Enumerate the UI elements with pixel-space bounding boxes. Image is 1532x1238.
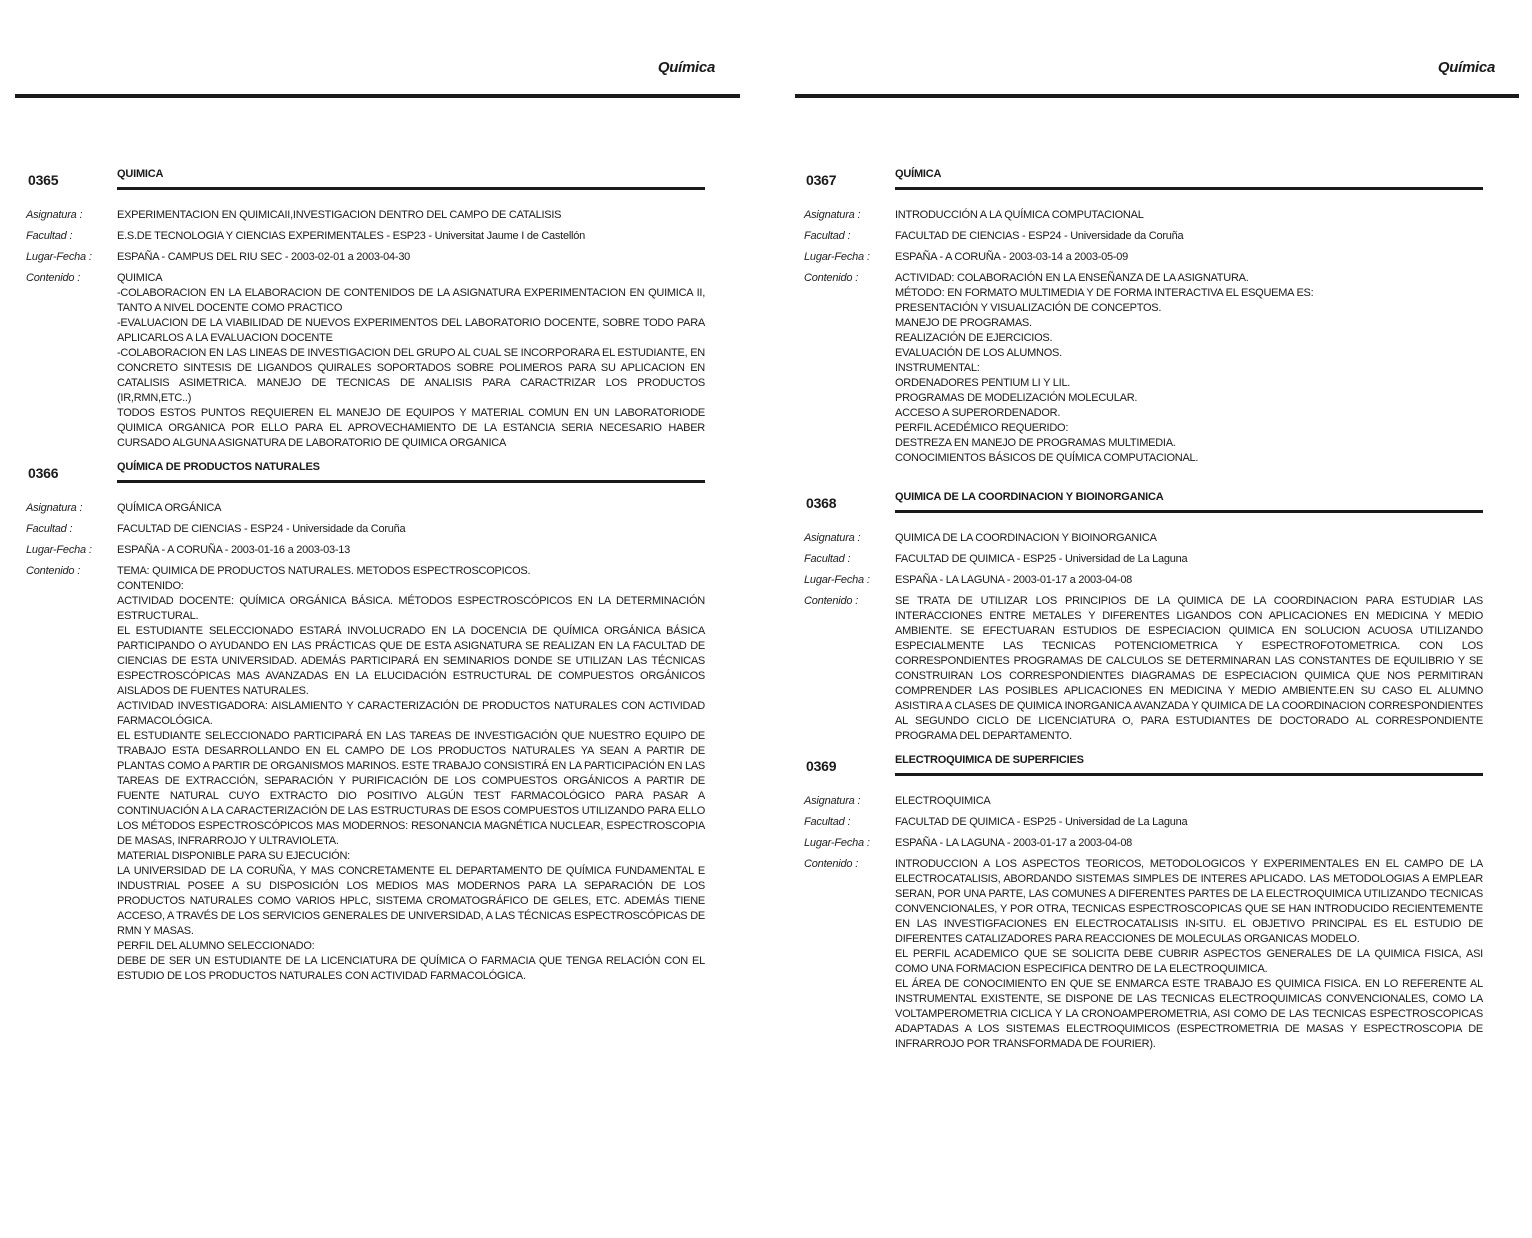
entry-rule — [895, 187, 1483, 190]
entry-0367 — [804, 168, 1494, 472]
field-lugar-fecha — [804, 250, 1494, 265]
field-value: ESPAÑA - LA LAGUNA - 2003-01-17 a 2003-04-08 — [895, 574, 1133, 586]
entry-0369 — [804, 754, 1494, 1058]
field-value: QUÍMICA ORGÁNICA — [117, 502, 222, 514]
entry-header — [26, 461, 716, 493]
header-rule — [795, 94, 1519, 98]
field-value: FACULTAD DE QUIMICA - ESP25 - Universidad de La Laguna — [895, 816, 1188, 828]
content-line: MÉTODO: EN FORMATO MULTIMEDIA Y DE FORMA INTERACTIVA EL ESQUEMA ES: — [895, 287, 1314, 299]
content-paragraph: TODOS ESTOS PUNTOS REQUIEREN EL MANEJO DE EQUIPOS Y MATERIAL COMUN EN UN LABORATORIODE QUIMICA ORGANICA POR ELLO PARA EL APROVECHAMIENTO DE LA ESTANCIA SERIA NECESARIO HABER CURSADO ALGUNA ASIGNATURA DE LABORATORIO DE QUIMICA ORGANICA — [117, 407, 705, 449]
field-contenido — [26, 564, 716, 984]
field-asignatura — [26, 501, 716, 516]
field-value: E.S.DE TECNOLOGIA Y CIENCIAS EXPERIMENTALES - ESP23 - Universitat Jaume I de Castellón — [117, 230, 585, 242]
content-paragraph: LA UNIVERSIDAD DE LA CORUÑA, Y MAS CONCRETAMENTE EL DEPARTAMENTO DE QUÍMICA FUNDAMENTAL E INDUSTRIAL POSEE A SU DISPOSICIÓN LOS MEDIOS MAS MODERNOS PARA LA SEPARACIÓN DE LOS PRODUCTOS NATURALES COMO VARIOS HPLC, SISTEMA CROMATOGRÁFICO DE GELES, ETC. ADEMÁS TIENE ACCESO, A TRAVÉS DE LOS SERVICIOS GENERALES DE UNIVERSIDAD, A LAS TÉCNICAS ESPECTROSCÓPICAS DE RMN Y MASAS. — [117, 865, 705, 937]
field-label: Contenido : — [804, 595, 859, 607]
entry-0366 — [26, 461, 716, 990]
entry-title: QUIMICA — [117, 168, 164, 180]
content-line: ORDENADORES PENTIUM LI Y LIL. — [895, 377, 1071, 389]
field-label: Lugar-Fecha : — [26, 544, 92, 556]
entry-rule — [117, 480, 705, 483]
field-label: Lugar-Fecha : — [804, 837, 870, 849]
field-value: QUIMICA DE LA COORDINACION Y BIOINORGANICA — [895, 532, 1157, 544]
content-paragraph: EL ESTUDIANTE SELECCIONADO ESTARÁ INVOLUCRADO EN LA DOCENCIA DE QUÍMICA ORGÁNICA BÁSICA PARTICIPANDO O AYUDANDO EN LAS PRÁCTICAS QUE DE ESTA ASIGNATURA SE REALIZAN EN LA FACULTAD DE CIENCIAS DE ESTA UNIVERSIDAD. ADEMÁS PARTICIPARÁ EN SEMINARIOS DONDE SE UTILIZAN LAS TÉCNICAS ESPECTROSCÓPICAS MAS AVANZADAS EN LA ELUCIDACIÓN ESTRUCTURAL DE COMPUESTOS ORGÁNICOS AISLADOS DE FUENTES NATURALES. — [117, 625, 705, 697]
content-line: PERFIL ACEDÉMICO REQUERIDO: — [895, 422, 1069, 434]
field-label: Contenido : — [804, 272, 859, 284]
field-label: Facultad : — [804, 553, 851, 565]
content-line: MANEJO DE PROGRAMAS. — [895, 317, 1032, 329]
content-line: ACTIVIDAD: COLABORACIÓN EN LA ENSEÑANZA DE LA ASIGNATURA. — [895, 272, 1249, 284]
field-value: ESPAÑA - LA LAGUNA - 2003-01-17 a 2003-04-08 — [895, 837, 1133, 849]
field-facultad — [804, 229, 1494, 244]
content-paragraph: ACTIVIDAD DOCENTE: QUÍMICA ORGÁNICA BÁSICA. MÉTODOS ESPECTROSCÓPICOS EN LA DETERMINACIÓN ESTRUCTURAL. — [117, 595, 705, 622]
field-label: Asignatura : — [26, 502, 83, 514]
header-rule — [15, 94, 740, 98]
content-paragraph: -COLABORACION EN LA ELABORACION DE CONTENIDOS DE LA ASIGNATURA EXPERIMENTACION EN QUIMICA II, TANTO A NIVEL DOCENTE COMO PRACTICO — [117, 287, 705, 314]
field-value — [895, 594, 1483, 744]
content-line: PROGRAMAS DE MODELIZACIÓN MOLECULAR. — [895, 392, 1138, 404]
content-paragraph: -EVALUACION DE LA VIABILIDAD DE NUEVOS EXPERIMENTOS DEL LABORATORIO DOCENTE, SOBRE TODO PARA APLICARLOS A LA EVALUACION DOCENTE — [117, 317, 705, 344]
field-facultad — [26, 229, 716, 244]
field-contenido — [804, 594, 1494, 744]
content-paragraph: EL ÁREA DE CONOCIMIENTO EN QUE SE ENMARCA ESTE TRABAJO ES QUIMICA FISICA. EN LO REFERENTE AL INSTRUMENTAL EXISTENTE, SE DISPONE DE LAS TECNICAS ELECTROQUIMICAS CONVENCIONALES, COMO LA VOLTAMPEROMETRIA CICLICA Y LA CRONOAMPEROMETRIA, ASI COMO DE LAS TECNICAS ESPECTROSCOPICAS ADAPTADAS A LOS SISTEMAS ELECTROQUIMICOS (ESPECTROMETRIA DE MASAS Y ESPECTROSCOPIA DE INFRARROJO POR TRANSFORMADA DE FOURIER). — [895, 978, 1483, 1050]
entry-code: 0368 — [806, 495, 837, 511]
content-paragraph: ACTIVIDAD INVESTIGADORA: AISLAMIENTO Y CARACTERIZACIÓN DE PRODUCTOS NATURALES CON ACTIVIDAD FARMACOLÓGICA. — [117, 700, 705, 727]
entry-code: 0367 — [806, 172, 837, 188]
right-page — [766, 0, 1532, 1238]
entry-code: 0369 — [806, 758, 837, 774]
field-facultad — [804, 552, 1494, 567]
field-asignatura — [804, 531, 1494, 546]
field-value — [117, 271, 705, 451]
field-label: Lugar-Fecha : — [26, 251, 92, 263]
content-paragraph: EL PERFIL ACADEMICO QUE SE SOLICITA DEBE CUBRIR ASPECTOS GENERALES DE LA QUIMICA FISICA, ASI COMO UNA FORMACION ESPECIFICA DENTRO DE LA ELECTROQUIMICA. — [895, 948, 1483, 975]
field-asignatura — [804, 794, 1494, 809]
entry-title: QUIMICA DE LA COORDINACION Y BIOINORGANICA — [895, 491, 1164, 503]
field-value: INTRODUCCIÓN A LA QUÍMICA COMPUTACIONAL — [895, 209, 1144, 221]
entry-rule — [117, 187, 705, 190]
entry-code: 0365 — [28, 172, 59, 188]
field-label: Facultad : — [804, 816, 851, 828]
field-label: Contenido : — [26, 272, 81, 284]
field-label: Asignatura : — [26, 209, 83, 221]
content-paragraph: INTRODUCCION A LOS ASPECTOS TEORICOS, METODOLOGICOS Y EXPERIMENTALES EN EL CAMPO DE LA ELECTROCATALISIS, ABORDANDO SISTEMAS SIMPLES DE INTERES APLICADO. LAS METODOLOGIAS A EMPLEAR SERAN, POR UNA PARTE, LAS COMUNES A DIFERENTES PARTES DE LA ELECTROQUIMICA UTILIZANDO TECNICAS CONVENCIONALES, Y POR OTRA, TECNICAS ESPECTROSCOPICAS QUE SE HAN INTRODUCIDO RECIENTEMENTE EN LAS INVESTIGFACIONES EN ELECTROCATALISIS IN-SITU. EL OBJETIVO PRINCIPAL ES EL ESTUDIO DE DIFERENTES CATALIZADORES PARA REACCIONES DE MOLECULAS ORGANICAS MODELO. — [895, 858, 1483, 945]
running-head: Química — [1437, 59, 1495, 76]
content-paragraph: SE TRATA DE UTILIZAR LOS PRINCIPIOS DE LA QUIMICA DE LA COORDINACION PARA ESTUDIAR LAS INTERACCIONES ENTRE METALES Y DIFERENTES LIGANDOS CON APLICACIONES EN MEDICINA Y MEDIO AMBIENTE. SE EFECTUARAN ESTUDIOS DE ESPECIACION QUIMICA EN SOLUCION ACUOSA UTILIZANDO ESPECIALMENTE LAS TECNICAS POTENCIOMETRICA Y ESPECTROFOTOMETRICA. CON LOS CORRESPONDIENTES PROGRAMAS DE CALCULOS SE DETERMINARAN LAS CONSTANTES DE EQUILIBRIO Y SE CONSTRUIRAN LOS CORRESPONDIENTES DIAGRAMAS DE ESPECIACION QUIMICA QUE NOS PERMITIRAN COMPRENDER LAS POSIBLES APLICACIONES EN MEDICINA Y MEDIO AMBIENTE.EN SU CASO EL ALUMNO ASISTIRA A CLASES DE QUIMICA INORGANICA AVANZADA Y QUIMICA DE LA COORDINACION CORRESPONDIENTES AL SEGUNDO CICLO DE LICENCIATURA O, PARA ESTUDIANTES DE DOCTORADO AL CORRESPONDIENTE PROGRAMA DEL DEPARTAMENTO. — [895, 595, 1483, 742]
entry-title: ELECTROQUIMICA DE SUPERFICIES — [895, 754, 1084, 766]
field-lugar-fecha — [804, 573, 1494, 588]
content-line: REALIZACIÓN DE EJERCICIOS. — [895, 332, 1053, 344]
content-paragraph: TEMA: QUIMICA DE PRODUCTOS NATURALES. METODOS ESPECTROSCOPICOS. — [117, 565, 531, 577]
field-label: Asignatura : — [804, 209, 861, 221]
field-contenido — [804, 857, 1494, 1052]
entry-header — [804, 491, 1494, 523]
field-label: Asignatura : — [804, 532, 861, 544]
field-value: ESPAÑA - CAMPUS DEL RIU SEC - 2003-02-01 a 2003-04-30 — [117, 251, 411, 263]
entry-rule — [895, 773, 1483, 776]
field-value — [117, 564, 705, 984]
field-value: FACULTAD DE QUIMICA - ESP25 - Universidad de La Laguna — [895, 553, 1188, 565]
field-contenido — [804, 271, 1494, 466]
content-paragraph: MATERIAL DISPONIBLE PARA SU EJECUCIÓN: — [117, 850, 350, 862]
content-line: ACCESO A SUPERORDENADOR. — [895, 407, 1061, 419]
entry-0365 — [26, 168, 716, 457]
field-facultad — [26, 522, 716, 537]
content-line: CONOCIMIENTOS BÁSICOS DE QUÍMICA COMPUTACIONAL. — [895, 452, 1199, 464]
field-asignatura — [26, 208, 716, 223]
field-label: Facultad : — [26, 230, 73, 242]
content-paragraph: DEBE DE SER UN ESTUDIANTE DE LA LICENCIATURA DE QUÍMICA O FARMACIA QUE TENGA RELACIÓN CON EL ESTUDIO DE LOS PRODUCTOS NATURALES CON ACTIVIDAD FARMACOLÓGICA. — [117, 955, 705, 982]
field-label: Lugar-Fecha : — [804, 574, 870, 586]
running-head: Química — [657, 59, 715, 76]
field-value: ELECTROQUIMICA — [895, 795, 991, 807]
field-value: ESPAÑA - A CORUÑA - 2003-01-16 a 2003-03-13 — [117, 544, 351, 556]
entry-title: QUÍMICA DE PRODUCTOS NATURALES — [117, 461, 320, 473]
field-value: EXPERIMENTACION EN QUIMICAII,INVESTIGACION DENTRO DEL CAMPO DE CATALISIS — [117, 209, 562, 221]
entry-code: 0366 — [28, 465, 59, 481]
field-label: Contenido : — [804, 858, 859, 870]
content-line: PRESENTACIÓN Y VISUALIZACIÓN DE CONCEPTOS. — [895, 302, 1162, 314]
content-paragraph: -COLABORACION EN LAS LINEAS DE INVESTIGACION DEL GRUPO AL CUAL SE INCORPORARA EL ESTUDIANTE, EN CONCRETO SINTESIS DE LIGANDOS QUIRALES SOPORTADOS SOBRE POLIMEROS PARA SU APLICACION EN CATALISIS ASIMETRICA. MANEJO DE TECNICAS DE ANALISIS PARA CARACTRIZAR LOS PRODUCTOS (IR,RMN,ETC..) — [117, 347, 705, 404]
field-facultad — [804, 815, 1494, 830]
field-value: FACULTAD DE CIENCIAS - ESP24 - Universidade da Coruña — [117, 523, 406, 535]
entry-0368 — [804, 491, 1494, 750]
entry-header — [26, 168, 716, 200]
content-paragraph: PERFIL DEL ALUMNO SELECCIONADO: — [117, 940, 315, 952]
entry-rule — [895, 510, 1483, 513]
field-lugar-fecha — [804, 836, 1494, 851]
field-asignatura — [804, 208, 1494, 223]
field-value — [895, 857, 1483, 1052]
content-paragraph: QUIMICA — [117, 272, 163, 284]
content-paragraph: CONTENIDO: — [117, 580, 184, 592]
field-value — [895, 271, 1483, 466]
field-label: Facultad : — [804, 230, 851, 242]
entry-header — [804, 168, 1494, 200]
content-line: DESTREZA EN MANEJO DE PROGRAMAS MULTIMEDIA. — [895, 437, 1176, 449]
field-label: Facultad : — [26, 523, 73, 535]
field-value: ESPAÑA - A CORUÑA - 2003-03-14 a 2003-05-09 — [895, 251, 1129, 263]
content-line: INSTRUMENTAL: — [895, 362, 980, 374]
entry-header — [804, 754, 1494, 786]
field-label: Contenido : — [26, 565, 81, 577]
content-line: EVALUACIÓN DE LOS ALUMNOS. — [895, 347, 1062, 359]
field-value: FACULTAD DE CIENCIAS - ESP24 - Universidade da Coruña — [895, 230, 1184, 242]
field-contenido — [26, 271, 716, 451]
field-label: Lugar-Fecha : — [804, 251, 870, 263]
field-lugar-fecha — [26, 250, 716, 265]
entry-title: QUÍMICA — [895, 168, 942, 180]
field-lugar-fecha — [26, 543, 716, 558]
field-label: Asignatura : — [804, 795, 861, 807]
content-paragraph: EL ESTUDIANTE SELECCIONADO PARTICIPARÁ EN LAS TAREAS DE INVESTIGACIÓN QUE NUESTRO EQUIPO DE TRABAJO ESTA DESARROLLANDO EN EL CAMPO DE LOS PRODUCTOS NATURALES YA SEAN A PARTIR DE PLANTAS COMO A PARTIR DE ORGANISMOS MARINOS. ESTE TRABAJO CONSISTIRÁ EN LA PARTICIPACIÓN EN LAS TAREAS DE EXTRACCIÓN, SEPARACIÓN Y PURIFICACIÓN DE LOS COMPUESTOS ORGÁNICOS A PARTIR DE FUENTE NATURAL CUYO EXTRACTO DIO POSITIVO ALGÚN TEST FARMACOLÓGICO PARA PASAR A CONTINUACIÓN A LA CARACTERIZACIÓN DE LAS ESTRUCTURAS DE ESOS COMPUESTOS UTILIZANDO PARA ELLO LOS MÉTODOS ESPECTROSCÓPICOS MAS MODERNOS: RESONANCIA MAGNÉTICA NUCLEAR, ESPECTROSCOPIA DE MASAS, INFRARROJO Y ULTRAVIOLETA. — [117, 730, 705, 847]
